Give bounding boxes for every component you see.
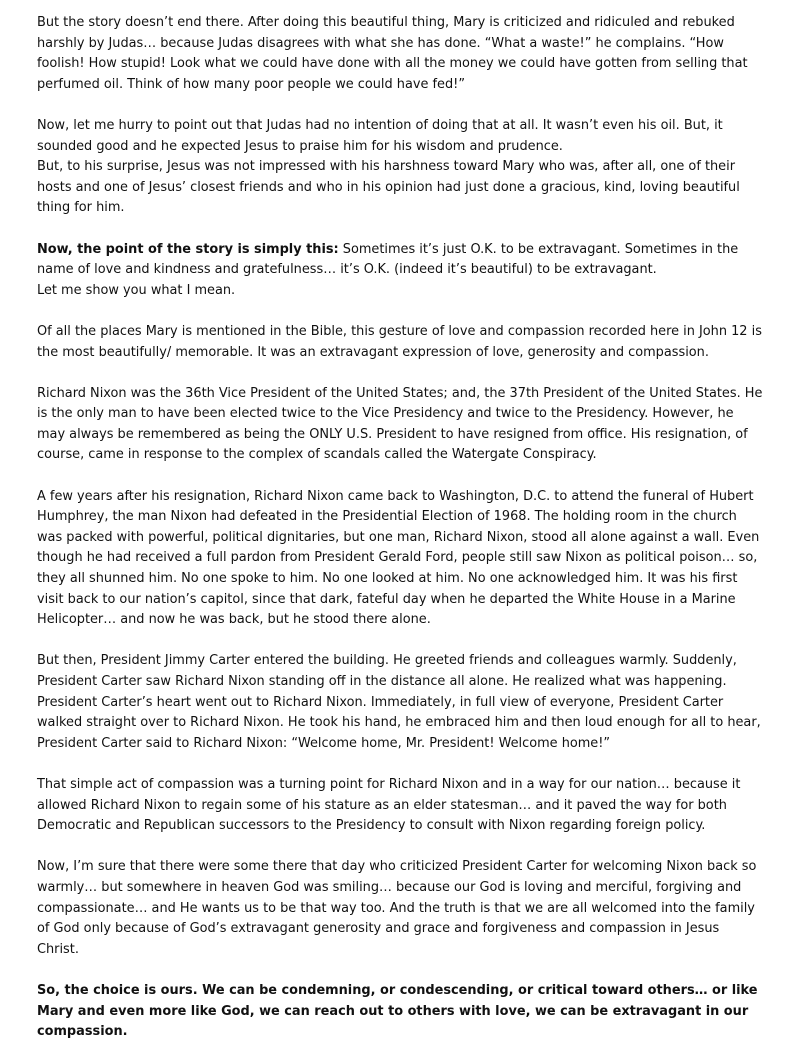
paragraph-carter-welcome: But then, President Jimmy Carter entered the building. He greeted friends and colleagues warmly. Suddenly, President Carter saw Richard Nixon standing off in the distance all alone. He realized what was happening. President Carter’s heart went out to Richard Nixon. Immediately, in full view of everyone, President Carter walked straight over to Richard Nixon. He took his hand, he embraced him and then loud enough for all to hear, President Carter said to Richard Nixon: “Welcome home, Mr. President! Welcome home!” xyxy=(37,653,761,751)
paragraph-nixon-bio: Richard Nixon was the 36th Vice President of the United States; and, the 37th President of the United States. He is the only man to have been elected twice to the Vice Presidency and twice to the Presidency. However, he may always be remembered as being the ONLY U.S. President to have resigned from office. His resignation, of course, came in response to the complex of scandals called the Watergate Conspiracy. xyxy=(37,385,763,463)
paragraph-judas-criticism: But the story doesn’t end there. After doing this beautiful thing, Mary is criticized and ridiculed and rebuked harshly by Judas… because Judas disagrees with what she has done. “What a waste!” he complains. “How foolish! How stupid! Look what we could have done with all the money we could have gotten from selling that perfumed oil. Think of how many poor people we could have fed!” xyxy=(37,15,748,92)
paragraph-jesus-response: But, to his surprise, Jesus was not impressed with his harshness toward Mary who was, after all, one of their hosts and one of Jesus’ closest friends and who in his opinion had just done a gracious, kind, loving beautiful thing for him. xyxy=(37,159,740,216)
paragraph-point-of-story xyxy=(37,240,763,281)
paragraph-show-you: Let me show you what I mean. xyxy=(37,282,236,298)
paragraph-judas-intention: Now, let me hurry to point out that Judas had no intention of doing that at all. It wasn’t even his oil. But, it sounded good and he expected Jesus to praise him for his wisdom and prudence. xyxy=(37,117,723,154)
paragraph-mary-bible: Of all the places Mary is mentioned in the Bible, this gesture of love and compassion recorded here in John 12 is the most beautifully/ memorable. It was an extravagant expression of love, generosity and compassion. xyxy=(37,323,762,360)
paragraph-turning-point: That simple act of compassion was a turning point for Richard Nixon and in a way for our nation… because it allowed Richard Nixon to regain some of his stature as an elder statesman… and it paved the way for both Democratic and Republican successors to the Presidency to consult with Nixon regarding foreign policy. xyxy=(37,776,741,834)
paragraph-conclusion: So, the choice is ours. We can be condemning, or condescending, or critical toward others… or like Mary and even more like God, we can reach out to others with love, we can be extravagant in our compassion. xyxy=(37,982,758,1040)
point-of-story-heading: Now, the point of the story is simply this: xyxy=(37,241,339,257)
paragraph-god-smiling: Now, I’m sure that there were some there that day who criticized President Carter for welcoming Nixon back so warmly… but somewhere in heaven God was smiling… because our God is loving and merciful, forgiving and compassionate… and He wants us to be that way too. And the truth is that we are all welcomed into the family of God only because of God’s extravagant generosity and grace and forgiveness and compassion in Jesus Christ. xyxy=(37,859,757,957)
paragraph-nixon-funeral: A few years after his resignation, Richard Nixon came back to Washington, D.C. to attend the funeral of Hubert Humphrey, the man Nixon had defeated in the Presidential Election of 1968. The holding room in the church was packed with powerful, political dignitaries, but one man, Richard Nixon, stood all alone against a wall. Even though he had received a full pardon from President Gerald Ford, people still saw Nixon as political poison… so, they all shunned him. No one spoke to him. No one looked at him. No one acknowledged him. It was his first visit back to our nation’s capitol, since that dark, fateful day when he departed the White House in a Marine Helicopter… and now he was back, but he stood there alone. xyxy=(37,488,760,628)
point-of-story-text: Sometimes it’s just O.K. to be extravagant. Sometimes in the name of love and kindness and gratefulness… it’s O.K. (indeed it’s beautiful) to be extravagant. xyxy=(37,241,739,278)
